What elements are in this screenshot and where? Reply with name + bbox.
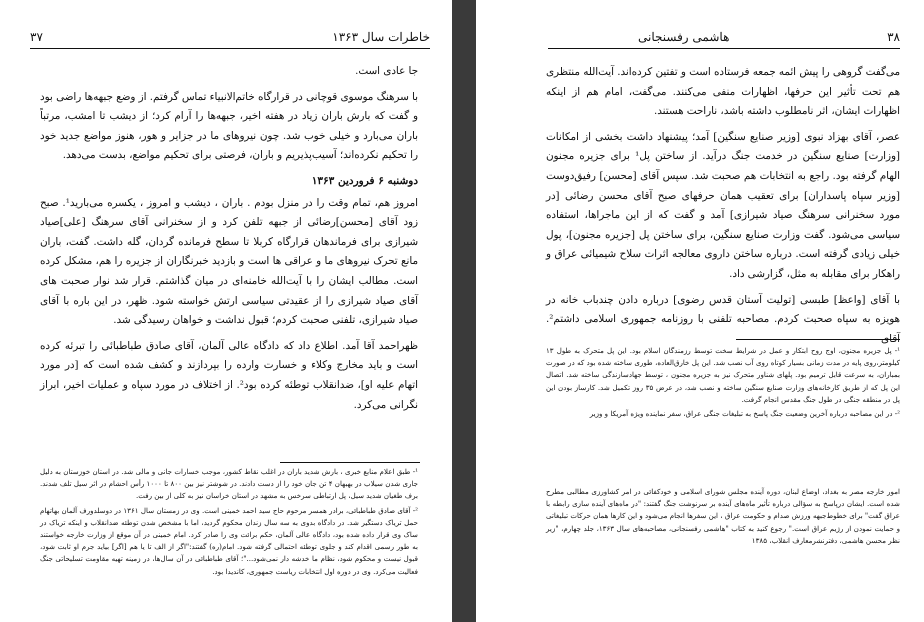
footnote-divider — [280, 462, 420, 463]
left-running-title: خاطرات سال ۱۳۶۳ — [332, 30, 430, 44]
footnote: ²- آقای صادق طباطبائی، برادر همسر مرحوم حاج سید احمد خمینی است. وی در زمستان سال ۱۳۶۱ در دوسلدورف آلمان بهاتهام حمل تریاک دستگیر شد. در دادگاه بدوی به سه سال زندان محکوم گردید، اما با مشخص شدن توطئه ضدانقلاب و اینکه تریاک در ساک وی قرار داده شده بود، دادگاه عالی آلمان، حکم برائت وی را صادر کرد. امام خمینی در آن موقع از وزارت خارجه خواستند به طور رسمی اقدام کند و جلوی توطئه احتمالی گرفته شود. امام(ره) گفتند:"اگر از الف تا یا هم [اگر] بیاید جرم او ثابت شود، قبول نیست و محکوم شود، نظام ما خدشه دار نمی‌شود..."؛ آقای طباطبائی در آن سال‌ها، در زمینه تهیه مقاومت تسلیحاتی جنگ فعالیت می‌کرد. وی در دوره اول انتخابات ریاست جمهوری، کاندیدا بود. — [40, 505, 418, 576]
footnote: ¹- طبق اعلام منابع خبری ، بارش شدید باران در اغلب نقاط کشور، موجب خسارات جانی و مالی شد. در استان خوزستان به دلیل جاری شدن سیلاب در بهبهان ۴ تن جان خود را از دست دادند. در شوشتر نیز بین ۸۰۰ تا ۱۰۰۰ رأس احشام در اثر سیل تلف شدند. برف طغیان شدید سیل، پل ارتباطی سرخس به مشهد در استان خراسان نیز به کلی از بین رفت. — [40, 467, 418, 501]
right-page-number: ۳۸ — [887, 30, 900, 44]
book-spine — [452, 0, 476, 622]
footnote: ¹- پل جزیره مجنون، اوج روح ابتکار و عمل در شرایط سخت توسط رزمندگان اسلام بود. این پل متحرک به طول ۱۳ کیلومتر،روی پایه در مدت زمانی بسیار کوتاه روی آب نصب شد. این پل خارق‌العاده، طوری ساخته شده بود که در صورت بمباران، به سرعت قابل ترمیم بود. پلهای شناور متحرک نیز به جزیره مجنون ، توسط جهادسازندگی ساخته شد. اتصال این پل که از طریق کارخانه‌های وزارت صنایع سنگین ساخته و نصب شد، در عرض ۳۵ روز تکمیل شد. کارساز بودن این پل در منطقه جنگی در طول جنگ مقدس انجام گرفت. — [546, 346, 900, 404]
paragraph: با آقای [واعظ] طبسی [تولیت آستان قدس رضوی] درباره دادن چندباب خانه در هویزه به سپاه صحبت کردم. مصاحبه تلفنی با روزنامه جمهوری اسلامی داشتم². آقای — [546, 293, 900, 345]
left-footnotes — [40, 466, 418, 580]
footnote-continuation: امور خارجه مصر به بغداد، اوضاع لبنان، دوره آینده مجلس شورای اسلامی و خودکفائی در امر کشاورزی مطالبی مطرح شده است. ایشان درپاسخ به سؤالی درباره تأثیر ماه‌های آینده بر سرنوشت جنگ گفتند: "در ماه‌های آینده سازی رابطه با عراق گفت" برای خطوط‌جبهه ورزش صدام و حکومت عراق ، این سفرها انجام می‌شود و این کارها همان حرکات تبلیغاتی و حمایت نمودن از رژیم عراق است." رجوع کنید به کتاب "هاشمی رفسنجانی، مصاحبه‌های سال ۱۳۶۳، جلد چهارم، "زیر نظر محسن هاشمی، دفترنشرمعارف انقلاب، ۱۳۸۵ — [546, 487, 900, 545]
left-page — [0, 0, 452, 622]
left-page-number: ۳۷ — [30, 30, 43, 44]
paragraph: عصر، آقای بهزاد نبوی [وزیر صنایع سنگین] آمد؛ پیشنهاد داشت بخشی از امکانات [وزارت] صنایع سنگین در خدمت جنگ درآید. از ساختن پل¹ برای جزیره مجنون الهام گرفته بود. راجع به انتخابات هم صحبت شد. سپس آقای [محسن] رفیق‌دوست [وزیر سپاه پاسداران] برای تعقیب همان حرفهای صبح آقای محسن رضائی [در مورد سخنرانی سرهنگ صیاد شیرازی] آمد و گفت که از این ماجراها، استفاده سیاسی می‌شود. گفت وزارت صنایع سنگین، برای ساختن پل [جزیره مجنون]، پول خیلی زیادی گرفته است. درباره ساختن داروی معالجه اثرات سلاح شیمیائی عراق و راهکار برای مقابله به مثل، گزارشی داد. — [546, 130, 900, 280]
paragraph: با سرهنگ موسوی قوچانی در قرارگاه خاتم‌الانبیاء تماس گرفتم. از وضع جبهه‌ها راضی بود و گفت که بارش باران زیاد در هفته اخیر، جبهه‌ها را آرام کرد؛ از دیشب تا امشب، مرتباً باران می‌بارد و خیلی خوب شد. چون نیروهای ما در جزایر و هور، هنوز مواضع جدید خود را تحکیم نکرده‌اند؛ آسیب‌پذیریم و باران، فرصتی برای تحکیم مواضع، بدست می‌دهد. — [40, 90, 418, 162]
left-page-body — [40, 62, 418, 421]
paragraph: امروز هم، تمام وقت را در منزل بودم . باران ، دیشب و امروز ، یکسره می‌بارید¹. صبح زود آقای [محسن]رضائی از جبهه تلفن کرد و از سخنرانی آقای سرهنگ [علی]صیاد شیرازی برای فرماندهان قرارگاه کربلا تا سطح فرمانده گردان، گله داشت. گفت، باران مانع تحرک نیروهای ما و عراقی ها است و بازدید خبرنگاران از جزیره را هم، مشکل کرده است. مطالب ایشان را با آیت‌الله خامنه‌ای در میان گذاشتم. قرار شد نوار صحبت های آقای صیاد شیرازی را از عقیدتی سیاسی ارتش خواسته شود. ظهر، در این باره با آقای صیاد شیرازی، تلفنی صحبت کردم؛ قبول نداشت و خواهان رسیدگی شد. — [40, 196, 419, 327]
paragraph: می‌گفت گروهی را پیش ائمه جمعه فرستاده است و تفتین کرده‌اند. آیت‌الله منتظری هم تحت تأثیر این حرفها، اظهارات منفی می‌کنند. می‌گفت، امام هم از اینکه اظهارات ایشان، اثر نامطلوب داشته باشد، ناراحت هستند. — [546, 66, 900, 118]
right-page — [476, 0, 924, 622]
footnote: ²- در این مصاحبه درباره آخرین وضعیت جنگ پاسخ به تبلیغات جنگی عراق، سفر نماینده ویژه آمریکا و وزیر — [589, 409, 900, 419]
right-page-body — [546, 63, 900, 355]
right-footnotes — [546, 345, 900, 422]
paragraph: ظهراحمد آقا آمد. اطلاع داد که دادگاه عالی آلمان، آقای صادق طباطبائی را تبرئه کرده است و باید مخارج وکلاء و خسارت وارده را بپردازند و کشف شده است که [در مورد اتهام علیه او]، ضدانقلاب توطئه کرده بود². از اختلاف در مورد سپاه و عملیات اخیر، ابراز نگرانی می‌کرد. — [40, 339, 418, 411]
right-page-header — [548, 30, 900, 49]
paragraph: جا عادی است. — [355, 65, 418, 77]
right-running-title: هاشمی رفسنجانی — [638, 30, 730, 44]
left-page-header — [30, 30, 430, 49]
footnote-divider — [736, 339, 900, 340]
date-heading: دوشنبه ۶ فروردین ۱۳۶۳ — [311, 174, 418, 187]
